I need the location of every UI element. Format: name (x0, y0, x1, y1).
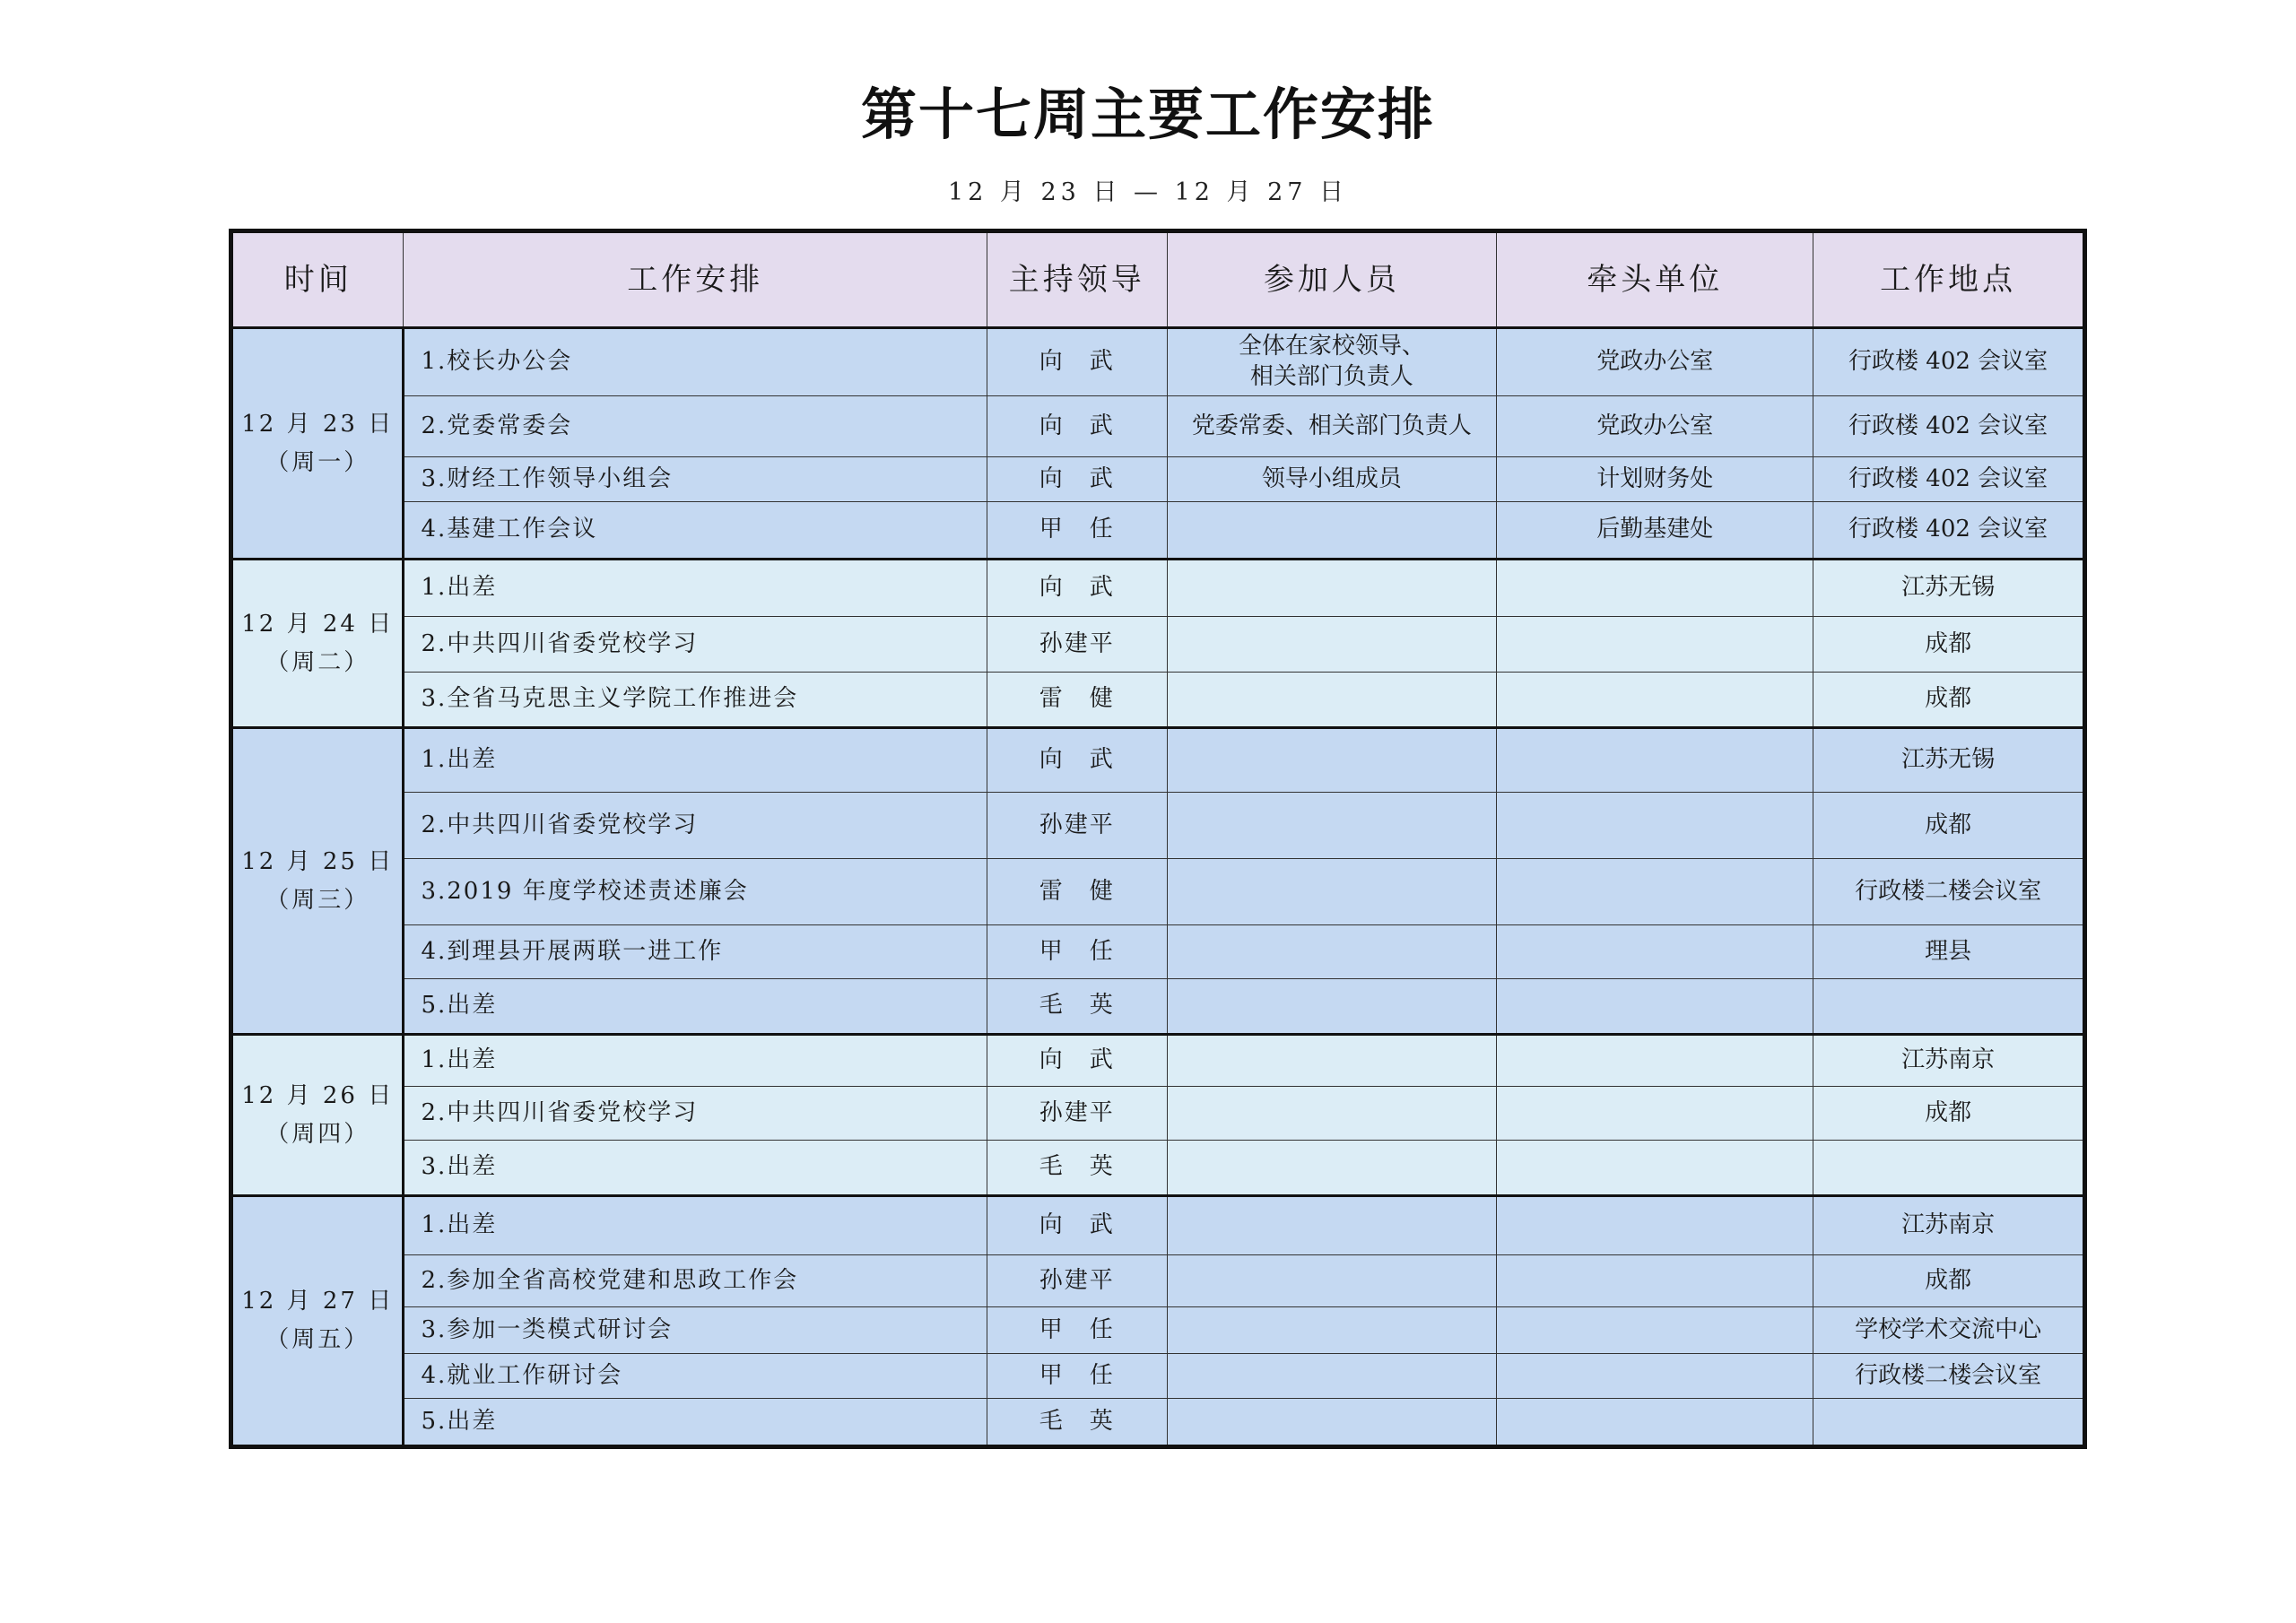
table-row (231, 859, 2085, 925)
task-cell: 3.参加一类模式研讨会 (404, 1307, 987, 1354)
header-task: 工作安排 (404, 231, 987, 328)
table-row (231, 328, 2085, 396)
table-row (231, 560, 2085, 617)
day-cell (231, 1196, 404, 1447)
lead-unit-cell (1497, 859, 1813, 925)
participants-cell (1167, 1035, 1497, 1087)
participants-cell (1167, 560, 1497, 617)
table-row (231, 502, 2085, 560)
task-cell: 1.出差 (404, 1035, 987, 1087)
location-cell: 成都 (1813, 1255, 2085, 1307)
table-row (231, 793, 2085, 859)
lead-unit-cell (1497, 793, 1813, 859)
day-date: 12 月 27 日 (241, 1288, 395, 1315)
location-cell (1813, 979, 2085, 1035)
location-cell (1813, 1141, 2085, 1196)
day-date: 12 月 26 日 (241, 1081, 395, 1109)
day-date: 12 月 23 日 (241, 410, 395, 438)
task-cell: 4.基建工作会议 (404, 502, 987, 560)
day-cell (231, 560, 404, 728)
leader-cell: 毛 英 (987, 1399, 1167, 1447)
task-cell: 2.中共四川省委党校学习 (404, 617, 987, 673)
day-cell (231, 728, 404, 1035)
lead-unit-cell (1497, 617, 1813, 673)
table-row (231, 457, 2085, 502)
header-time: 时间 (231, 231, 404, 328)
participants-cell (1167, 617, 1497, 673)
day-weekday: （周五） (265, 1326, 370, 1353)
task-cell: 2.党委常委会 (404, 396, 987, 457)
task-cell: 1.出差 (404, 728, 987, 793)
location-cell: 行政楼 402 会议室 (1813, 396, 2085, 457)
lead-unit-cell (1497, 728, 1813, 793)
task-cell: 1.出差 (404, 1196, 987, 1255)
table-row (231, 979, 2085, 1035)
location-cell: 成都 (1813, 1087, 2085, 1141)
table-row (231, 1141, 2085, 1196)
table-row (231, 1255, 2085, 1307)
leader-cell: 甲 任 (987, 1307, 1167, 1354)
location-cell: 成都 (1813, 673, 2085, 728)
participants-cell: 党委常委、相关部门负责人 (1167, 396, 1497, 457)
leader-cell: 孙建平 (987, 793, 1167, 859)
lead-unit-cell (1497, 1141, 1813, 1196)
task-cell: 1.出差 (404, 560, 987, 617)
leader-cell: 孙建平 (987, 617, 1167, 673)
leader-cell: 孙建平 (987, 1255, 1167, 1307)
participants-cell (1167, 1087, 1497, 1141)
participants-cell (1167, 859, 1497, 925)
lead-unit-cell: 计划财务处 (1497, 457, 1813, 502)
location-cell: 行政楼二楼会议室 (1813, 1354, 2085, 1399)
participants-cell (1167, 1196, 1497, 1255)
participants-cell: 领导小组成员 (1167, 457, 1497, 502)
lead-unit-cell (1497, 1307, 1813, 1354)
location-cell: 行政楼二楼会议室 (1813, 859, 2085, 925)
leader-cell: 孙建平 (987, 1087, 1167, 1141)
task-cell: 1.校长办公会 (404, 328, 987, 396)
participants-cell (1167, 979, 1497, 1035)
table-row (231, 1196, 2085, 1255)
participants-line: 相关部门负责人 (1249, 363, 1413, 390)
lead-unit-cell: 党政办公室 (1497, 396, 1813, 457)
location-cell: 江苏无锡 (1813, 728, 2085, 793)
location-cell: 成都 (1813, 793, 2085, 859)
lead-unit-cell: 党政办公室 (1497, 328, 1813, 396)
day-cell (231, 1035, 404, 1196)
leader-cell: 向 武 (987, 1035, 1167, 1087)
table-row (231, 1035, 2085, 1087)
participants-cell (1167, 1141, 1497, 1196)
lead-unit-cell (1497, 925, 1813, 979)
task-cell: 2.中共四川省委党校学习 (404, 1087, 987, 1141)
location-cell: 理县 (1813, 925, 2085, 979)
leader-cell: 毛 英 (987, 1141, 1167, 1196)
lead-unit-cell (1497, 1354, 1813, 1399)
leader-cell: 毛 英 (987, 979, 1167, 1035)
table-row (231, 728, 2085, 793)
participants-cell (1167, 673, 1497, 728)
location-cell: 学校学术交流中心 (1813, 1307, 2085, 1354)
participants-cell (1167, 502, 1497, 560)
day-weekday: （周一） (265, 448, 370, 476)
lead-unit-cell (1497, 1035, 1813, 1087)
table-row (231, 396, 2085, 457)
table-row (231, 1307, 2085, 1354)
date-range: 12 月 23 日 — 12 月 27 日 (947, 178, 1349, 206)
task-cell: 3.财经工作领导小组会 (404, 457, 987, 502)
leader-cell: 向 武 (987, 328, 1167, 396)
table-row (231, 1354, 2085, 1399)
leader-cell: 甲 任 (987, 502, 1167, 560)
location-cell: 江苏南京 (1813, 1196, 2085, 1255)
header-participants: 参加人员 (1167, 231, 1497, 328)
leader-cell: 甲 任 (987, 1354, 1167, 1399)
leader-cell: 向 武 (987, 560, 1167, 617)
table-row (231, 925, 2085, 979)
day-weekday: （周四） (265, 1120, 370, 1148)
header-location: 工作地点 (1813, 231, 2085, 328)
participants-cell (1167, 1307, 1497, 1354)
task-cell: 2.中共四川省委党校学习 (404, 793, 987, 859)
task-cell: 3.2019 年度学校述责述廉会 (404, 859, 987, 925)
day-weekday: （周二） (265, 648, 370, 676)
participants-cell (1167, 925, 1497, 979)
leader-cell: 向 武 (987, 396, 1167, 457)
task-cell: 3.出差 (404, 1141, 987, 1196)
task-cell: 2.参加全省高校党建和思政工作会 (404, 1255, 987, 1307)
participants-cell (1167, 328, 1497, 396)
header-lead-unit: 牵头单位 (1497, 231, 1813, 328)
participants-cell (1167, 1255, 1497, 1307)
lead-unit-cell (1497, 1399, 1813, 1447)
participants-cell (1167, 1354, 1497, 1399)
lead-unit-cell (1497, 979, 1813, 1035)
task-cell: 4.就业工作研讨会 (404, 1354, 987, 1399)
table-row (231, 1087, 2085, 1141)
location-cell: 江苏南京 (1813, 1035, 2085, 1087)
leader-cell: 向 武 (987, 457, 1167, 502)
participants-line: 全体在家校领导、 (1238, 333, 1425, 360)
lead-unit-cell: 后勤基建处 (1497, 502, 1813, 560)
location-cell (1813, 1399, 2085, 1447)
participants-cell (1167, 793, 1497, 859)
lead-unit-cell (1497, 1087, 1813, 1141)
leader-cell: 雷 健 (987, 673, 1167, 728)
table-row (231, 617, 2085, 673)
participants-cell (1167, 728, 1497, 793)
header-leader: 主持领导 (987, 231, 1167, 328)
lead-unit-cell (1497, 1255, 1813, 1307)
lead-unit-cell (1497, 1196, 1813, 1255)
task-cell: 4.到理县开展两联一进工作 (404, 925, 987, 979)
location-cell: 行政楼 402 会议室 (1813, 457, 2085, 502)
lead-unit-cell (1497, 673, 1813, 728)
day-date: 12 月 24 日 (241, 610, 395, 638)
day-cell (231, 328, 404, 560)
table-row (231, 673, 2085, 728)
leader-cell: 向 武 (987, 1196, 1167, 1255)
task-cell: 5.出差 (404, 979, 987, 1035)
schedule-table (229, 229, 2087, 1449)
location-cell: 行政楼 402 会议室 (1813, 328, 2085, 396)
header-row (231, 231, 2085, 328)
day-date: 12 月 25 日 (241, 847, 395, 875)
participants-cell (1167, 1399, 1497, 1447)
day-weekday: （周三） (265, 886, 370, 914)
table-row (231, 1399, 2085, 1447)
leader-cell: 向 武 (987, 728, 1167, 793)
task-cell: 3.全省马克思主义学院工作推进会 (404, 673, 987, 728)
task-cell: 5.出差 (404, 1399, 987, 1447)
schedule-body (231, 328, 2085, 1447)
location-cell: 行政楼 402 会议室 (1813, 502, 2085, 560)
location-cell: 江苏无锡 (1813, 560, 2085, 617)
leader-cell: 甲 任 (987, 925, 1167, 979)
page-title: 第十七周主要工作安排 (860, 82, 1435, 147)
leader-cell: 雷 健 (987, 859, 1167, 925)
location-cell: 成都 (1813, 617, 2085, 673)
lead-unit-cell (1497, 560, 1813, 617)
